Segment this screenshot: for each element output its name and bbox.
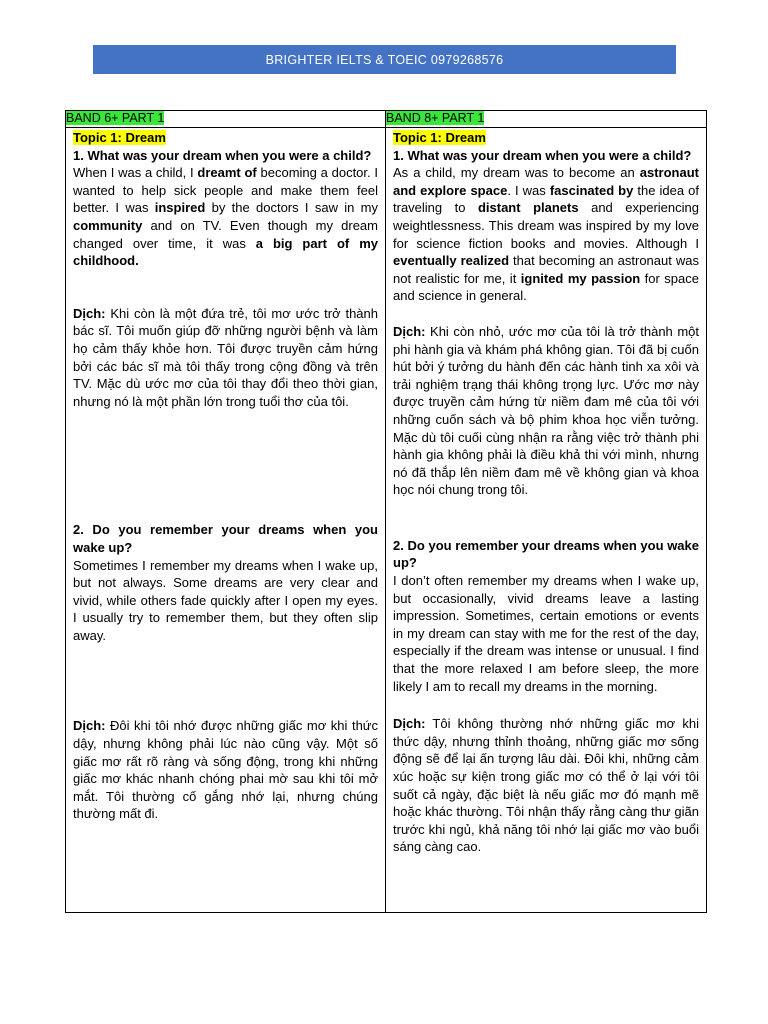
band-6-header xyxy=(66,111,386,128)
question-2: 2. Do you remember your dreams when you wake up? xyxy=(73,522,378,555)
band-6-column xyxy=(66,128,386,913)
band-6-label: BAND 6+ PART 1 xyxy=(66,111,165,125)
header-banner xyxy=(93,45,676,74)
translation-2: Dịch: Tôi không thường nhớ những giấc mơ khi thức dậy, nhưng thỉnh thoảng, những giấc mơ sống động sẽ để lại ấn tượng lâu dài. Đôi khi, những cảm xúc hoặc sự kiện trong giấc mơ có thể ở lại với tôi suốt cả ngày, đặc biệt là nếu giấc mơ đó mạnh mẽ hoặc khác thường. Tôi nhận thấy rằng càng thư giãn trước khi ngủ, khả năng tôi nhớ lại giấc mơ vào buổi sáng càng cao. xyxy=(393,716,699,855)
question-1: 1. What was your dream when you were a child? xyxy=(393,147,692,163)
answer-2: Sometimes I remember my dreams when I wake up, but not always. Some dreams are very clear and vivid, while others fade quickly after I open my eyes. I usually try to remember them, but they often slip away. xyxy=(73,557,378,643)
band-8-header xyxy=(386,111,707,128)
topic-title: Topic 1: Dream xyxy=(393,130,486,145)
translation-2: Dịch: Đôi khi tôi nhớ được những giấc mơ khi thức dậy, nhưng không phải lúc nào cũng vậy. Một số giấc mơ rất rõ ràng và sống động, trong khi những giấc mơ khác nhanh chóng phai mờ sau khi tôi mở mắt. Tôi thường cố gắng nhớ lại, nhưng chúng thường mất đi. xyxy=(73,718,378,822)
translation-1: Dịch: Khi còn nhỏ, ước mơ của tôi là trở thành một phi hành gia và khám phá không gian. Tôi đã bị cuốn hút bởi ý tưởng du hành đến các hành tinh xa xôi và trải nghiệm trạng thái không trọng lực. Ước mơ này được truyền cảm hứng từ niềm đam mê của tôi với những cuốn sách và bộ phim khoa học viễn tưởng. Mặc dù tôi cuối cùng nhận ra rằng việc trở thành phi hành gia không phải là điều khả thi với mình, nhưng nó đã thắp lên niềm đam mê về không gian và khoa học nói chung trong tôi. xyxy=(393,323,699,498)
answer-1: As a child, my dream was to become an astronaut and explore space. I was fascinated by the idea of traveling to distant planets and experiencing weightlessness. This dream was inspired by my love for science fiction books and movies. Although I eventually realized that becoming an astronaut was not realistic for me, it ignited my passion for space and science in general. xyxy=(393,165,699,304)
band-row xyxy=(66,111,707,128)
topic-title: Topic 1: Dream xyxy=(73,130,166,145)
header-title: BRIGHTER IELTS & TOEIC 0979268576 xyxy=(265,52,504,67)
answer-2: I don’t often remember my dreams when I wake up, but occasionally, vivid dreams leave a lasting impression. Sometimes, certain emotions or events in my dream can stay with me for the rest of the day, especially if the dream was intense or unusual. I find that the more relaxed I am before sleep, the more likely I am to recall my dreams in the morning. xyxy=(393,573,699,694)
question-2: 2. Do you remember your dreams when you wake up? xyxy=(393,537,699,571)
translation-1: Dịch: Khi còn là một đứa trẻ, tôi mơ ước trở thành bác sĩ. Tôi muốn giúp đỡ những người bệnh và làm họ cảm thấy khỏe hơn. Tôi được truyền cảm hứng bởi các bác sĩ mà tôi thấy trong cộng đồng và trên TV. Mặc dù ước mơ của tôi thay đổi theo thời gian, nhưng nó là một phần lớn trong tuổi thơ của tôi. xyxy=(73,305,378,409)
answer-1: When I was a child, I dreamt of becoming a doctor. I wanted to help sick people and make them feel better. I was inspired by the doctors I saw in my community and on TV. Even though my dream changed over time, it was a big part of my childhood. xyxy=(73,165,378,269)
content-row xyxy=(66,128,707,913)
band-8-column xyxy=(386,128,707,913)
question-1: 1. What was your dream when you were a child? xyxy=(73,147,372,163)
content-table xyxy=(65,110,707,913)
band-8-label: BAND 8+ PART 1 xyxy=(386,111,485,125)
